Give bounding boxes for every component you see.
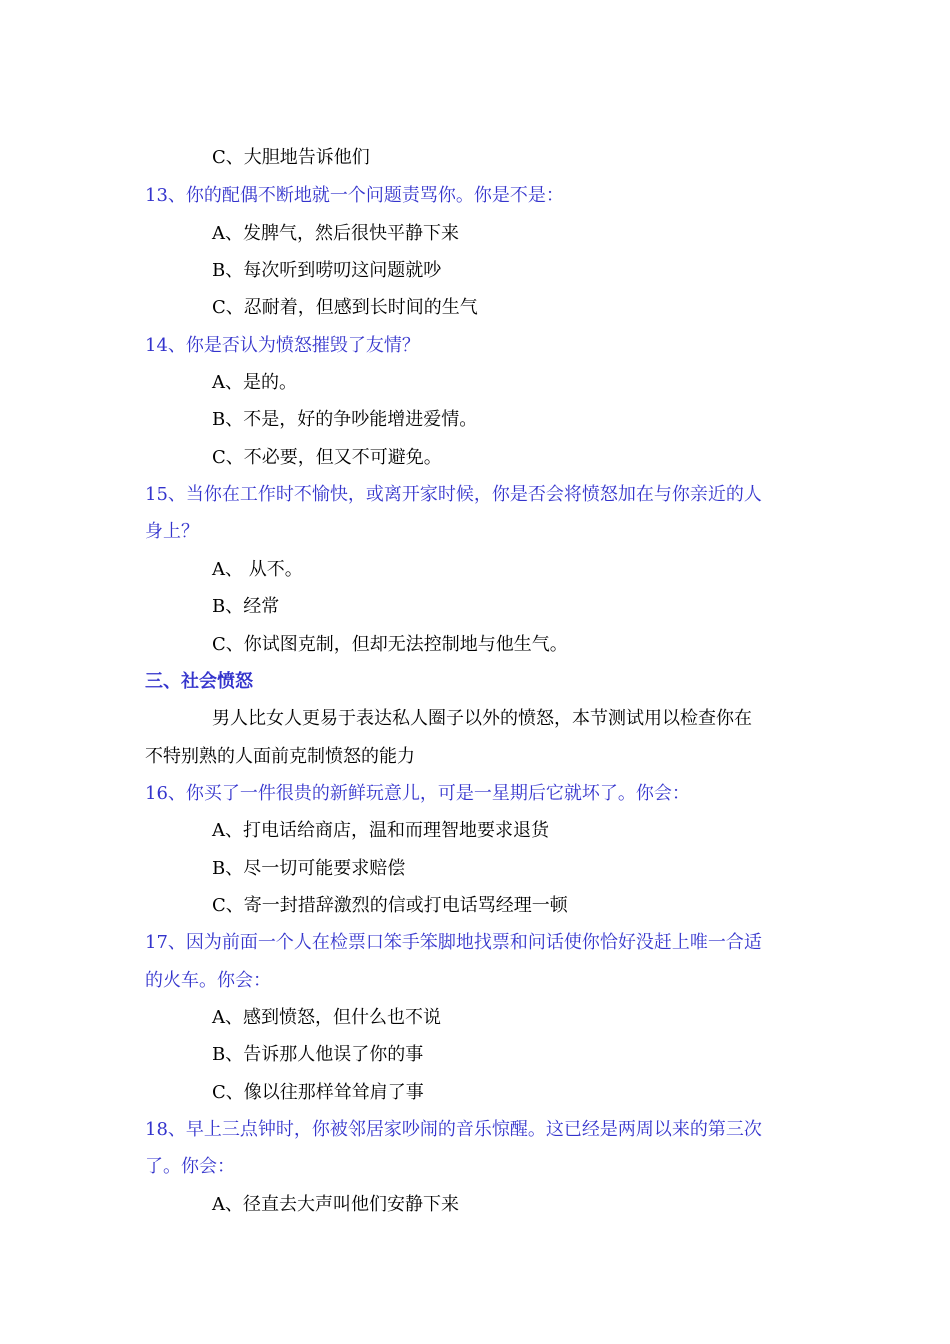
- option-line: A、 从不。: [212, 559, 303, 580]
- section-intro-cont: 不特别熟的人面前克制愤怒的能力: [145, 746, 415, 767]
- option-line: C、忍耐着，但感到长时间的生气: [212, 297, 478, 318]
- option-line: B、尽一切可能要求赔偿: [212, 858, 406, 879]
- option-line: A、是的。: [212, 372, 297, 393]
- question-16: 16、你买了一件很贵的新鲜玩意儿，可是一星期后它就坏了。你会：: [145, 783, 690, 804]
- section-heading: 三、社会愤怒: [145, 671, 253, 692]
- question-17-cont: 的火车。你会：: [145, 970, 271, 991]
- option-line: A、打电话给商店，温和而理智地要求退货: [212, 820, 549, 841]
- question-13: 13、你的配偶不断地就一个问题责骂你。你是不是：: [145, 185, 564, 206]
- option-line: A、感到愤怒，但什么也不说: [212, 1007, 441, 1028]
- option-line: B、不是，好的争吵能增进爱情。: [212, 409, 478, 430]
- question-14: 14、你是否认为愤怒摧毁了友情？: [145, 335, 420, 356]
- question-18: 18、早上三点钟时，你被邻居家吵闹的音乐惊醒。这已经是两周以来的第三次: [145, 1119, 762, 1140]
- option-line: C、你试图克制，但却无法控制地与他生气。: [212, 634, 568, 655]
- option-line: B、每次听到唠叨这问题就吵: [212, 260, 442, 281]
- question-15-cont: 身上？: [145, 521, 199, 542]
- option-line: A、径直去大声叫他们安静下来: [212, 1194, 459, 1215]
- question-17: 17、因为前面一个人在检票口笨手笨脚地找票和问话使你恰好没赶上唯一合适: [145, 932, 762, 953]
- option-line: B、经常: [212, 596, 280, 617]
- option-line: C、像以往那样耸耸肩了事: [212, 1082, 424, 1103]
- option-line: C、大胆地告诉他们: [212, 147, 370, 168]
- option-line: C、不必要，但又不可避免。: [212, 447, 442, 468]
- option-line: A、发脾气，然后很快平静下来: [212, 223, 459, 244]
- question-18-cont: 了。你会：: [145, 1156, 235, 1177]
- option-line: B、告诉那人他误了你的事: [212, 1044, 424, 1065]
- question-15: 15、当你在工作时不愉快，或离开家时候，你是否会将愤怒加在与你亲近的人: [145, 484, 762, 505]
- option-line: C、寄一封措辞激烈的信或打电话骂经理一顿: [212, 895, 568, 916]
- section-intro: 男人比女人更易于表达私人圈子以外的愤怒，本节测试用以检查你在: [212, 708, 752, 729]
